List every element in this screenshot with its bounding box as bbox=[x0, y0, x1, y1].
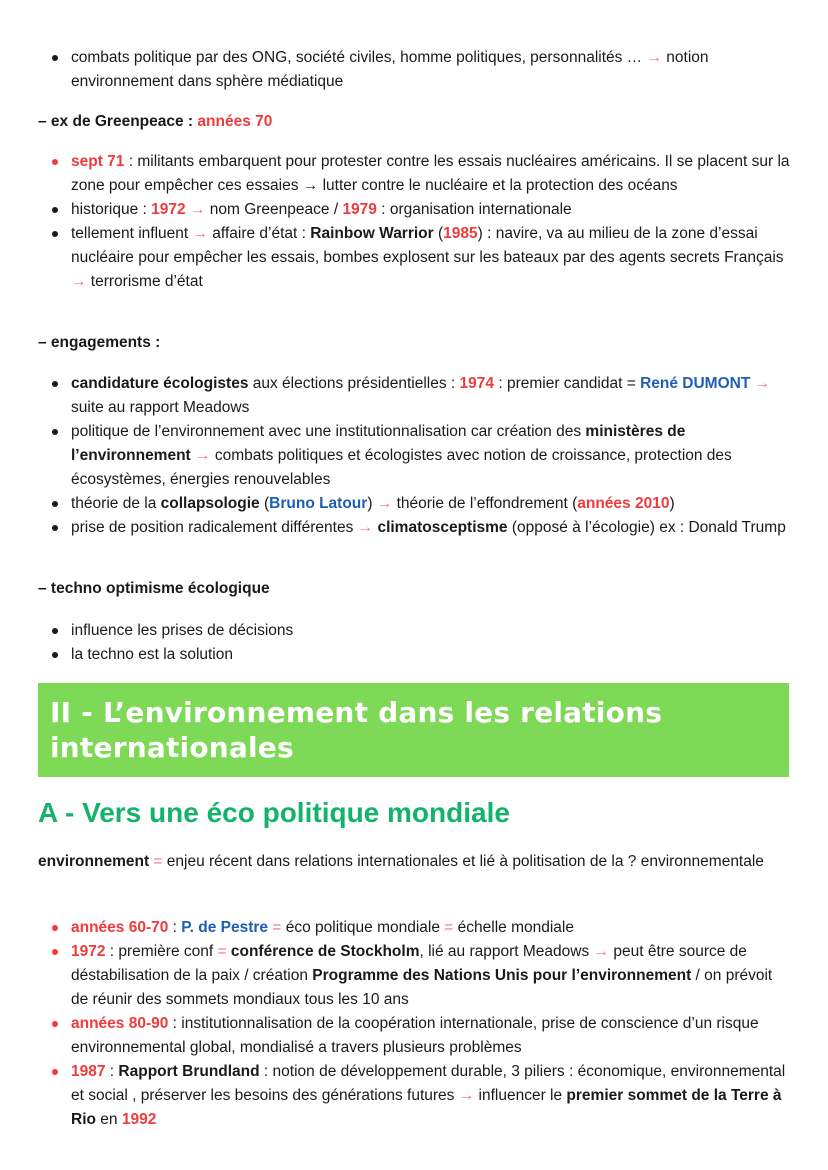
text-run: combats politique par des ONG, société civiles, homme politiques, personnalités … bbox=[71, 49, 647, 66]
text-run: Rainbow Warrior bbox=[310, 225, 434, 242]
techno-heading bbox=[38, 577, 790, 601]
list-item bbox=[38, 1060, 790, 1132]
text-run: années 60-70 bbox=[71, 919, 169, 936]
eco-politique-section bbox=[38, 916, 790, 1132]
text-run: : institutionnalisation de la coopération internationale, prise de conscience d’un risque environnemental global, mondialisé a travers plusieurs problèmes bbox=[71, 1015, 759, 1056]
list-item bbox=[38, 1012, 790, 1060]
bullet-icon bbox=[52, 1021, 58, 1027]
text-run: conférence de Stockholm bbox=[230, 943, 420, 960]
list-item bbox=[38, 198, 790, 222]
greenpeace-section bbox=[38, 150, 790, 294]
definition-text bbox=[38, 850, 790, 874]
list-item bbox=[38, 516, 790, 540]
text-run: années 2010 bbox=[577, 495, 670, 512]
text-run: – techno optimisme écologique bbox=[38, 580, 270, 597]
text-run: candidature écologistes bbox=[71, 375, 249, 392]
arrow-icon: → bbox=[376, 495, 393, 512]
text-run: premier sommet de la Terre à Rio bbox=[71, 1087, 782, 1128]
text-run: – engagements : bbox=[38, 334, 161, 351]
text-run: 1972 bbox=[71, 943, 106, 960]
text-run: prise de position radicalement différentes bbox=[71, 519, 358, 536]
text-run: : premier candidat = bbox=[494, 375, 641, 392]
text-run: P. de Pestre bbox=[181, 919, 269, 936]
arrow-icon: → bbox=[754, 375, 771, 392]
arrow-icon: → bbox=[71, 273, 87, 290]
section-banner bbox=[38, 683, 789, 777]
text-run: (opposé à l’écologie) ex : Donald Trump bbox=[507, 519, 786, 536]
techno-heading-text bbox=[38, 577, 790, 601]
techno-section bbox=[38, 619, 790, 667]
list-item bbox=[38, 46, 790, 94]
text-run: : notion de développement durable, 3 piliers : économique, environnemental et social , préserver les besoins des générations futures bbox=[71, 1063, 786, 1104]
text-run: 1992 bbox=[121, 1111, 157, 1128]
text-run: : militants embarquent pour protester contre les essais nucléaires américains. Il se placent sur la zone pour empêcher ces essaies → lutter contre le nucléaire et la protection des océans bbox=[71, 153, 790, 194]
text-run: ( bbox=[433, 225, 444, 242]
text-run: années 80-90 bbox=[71, 1015, 169, 1032]
definition-section bbox=[38, 850, 790, 874]
bullet-icon bbox=[52, 381, 58, 387]
bullet-icon bbox=[52, 525, 58, 531]
text-run: 1972 bbox=[151, 201, 186, 218]
text-run: années 70 bbox=[197, 113, 273, 130]
techno-list bbox=[38, 619, 790, 667]
text-run: terrorisme d’état bbox=[86, 273, 203, 290]
eco-politique-list bbox=[38, 916, 790, 1132]
bullet-icon bbox=[52, 949, 58, 955]
arrow-icon: → bbox=[189, 201, 206, 218]
text-run: politique de l’environnement avec une institutionnalisation car création des bbox=[71, 423, 586, 440]
text-run: 1987 bbox=[71, 1063, 106, 1080]
bullet-icon bbox=[52, 429, 58, 435]
text-run: ministères de l’environnement bbox=[71, 423, 686, 464]
text-run: 1974 bbox=[459, 375, 495, 392]
list-item bbox=[38, 150, 790, 198]
bullet-icon bbox=[52, 628, 58, 634]
text-run: combats politiques et écologistes avec notion de croissance, protection des écosystèmes, énergies renouvelables bbox=[71, 447, 732, 488]
text-run: Rapport Brundland bbox=[118, 1063, 260, 1080]
text-run: : organisation internationale bbox=[376, 201, 572, 218]
text-run: / on prévoit de réunir des sommets mondiaux tous les 10 ans bbox=[71, 967, 773, 1008]
text-run: influence les prises de décisions bbox=[71, 622, 294, 639]
text-run: ( bbox=[259, 495, 270, 512]
engagements-list bbox=[38, 372, 790, 540]
arrow-icon: → bbox=[458, 1087, 475, 1104]
engagements-section bbox=[38, 372, 790, 540]
greenpeace-list bbox=[38, 150, 790, 294]
text-run: la techno est la solution bbox=[71, 646, 233, 663]
text-run: ) bbox=[367, 495, 377, 512]
text-run: : bbox=[168, 919, 182, 936]
arrow-icon: → bbox=[593, 943, 610, 960]
text-run: théorie de la bbox=[71, 495, 161, 512]
text-run: affaire d’état : bbox=[208, 225, 311, 242]
list-item bbox=[38, 916, 790, 940]
bullet-icon bbox=[52, 207, 58, 213]
text-run: : première conf bbox=[105, 943, 218, 960]
text-run: 1979 bbox=[342, 201, 377, 218]
greenpeace-heading bbox=[38, 110, 790, 134]
intro-list bbox=[38, 46, 790, 94]
equals-sign: = bbox=[217, 943, 227, 960]
arrow-icon: → bbox=[646, 49, 662, 66]
text-run: tellement influent bbox=[71, 225, 193, 242]
text-run: historique : bbox=[71, 201, 152, 218]
text-run: en bbox=[95, 1111, 122, 1128]
text-run: sept 71 bbox=[71, 153, 125, 170]
text-run: Programme des Nations Unis pour l’environnement bbox=[312, 967, 692, 984]
arrow-icon: → bbox=[357, 519, 374, 536]
text-run: environnement bbox=[38, 853, 150, 870]
section-title: II - L’environnement dans les relations internationales bbox=[50, 696, 663, 764]
text-run: nom Greenpeace / bbox=[205, 201, 343, 218]
intro-section bbox=[38, 46, 790, 94]
arrow-icon: → bbox=[195, 447, 211, 464]
bullet-icon bbox=[52, 159, 58, 165]
list-item bbox=[38, 643, 790, 667]
text-run: climatosceptisme bbox=[377, 519, 508, 536]
text-run: : bbox=[105, 1063, 119, 1080]
bullet-icon bbox=[52, 1069, 58, 1075]
text-run: collapsologie bbox=[160, 495, 260, 512]
list-item bbox=[38, 492, 790, 516]
text-run: aux élections présidentielles : bbox=[248, 375, 460, 392]
equals-sign: = bbox=[444, 919, 454, 936]
list-item bbox=[38, 372, 790, 420]
list-item bbox=[38, 222, 790, 294]
bullet-icon bbox=[52, 925, 58, 931]
engagements-heading-text bbox=[38, 331, 790, 355]
text-run: ) : navire, va au milieu de la zone d’essai nucléaire pour empêcher les essais, bombes explosent sur les bateaux par des agents secrets Français bbox=[71, 225, 784, 266]
text-run: théorie de l’effondrement ( bbox=[392, 495, 578, 512]
bullet-icon bbox=[52, 55, 58, 61]
text-run: influencer le bbox=[474, 1087, 567, 1104]
text-run: suite au rapport Meadows bbox=[71, 399, 250, 416]
text-run: Bruno Latour bbox=[269, 495, 368, 512]
list-item bbox=[38, 940, 790, 1012]
text-run: ) bbox=[669, 495, 675, 512]
bullet-icon bbox=[52, 231, 58, 237]
equals-sign: = bbox=[153, 853, 163, 870]
arrow-icon: → bbox=[192, 225, 208, 242]
subsection-title: A - Vers une éco politique mondiale bbox=[38, 797, 510, 828]
engagements-heading bbox=[38, 331, 790, 355]
equals-sign: = bbox=[272, 919, 282, 936]
text-run: éco politique mondiale bbox=[281, 919, 445, 936]
text-run: notion environnement dans sphère médiatique bbox=[71, 49, 709, 90]
bullet-icon bbox=[52, 652, 58, 658]
text-run: enjeu récent dans relations internationales et lié à politisation de la ? environnementale bbox=[162, 853, 764, 870]
text-run: René DUMONT bbox=[640, 375, 751, 392]
text-run: , lié au rapport Meadows bbox=[419, 943, 594, 960]
list-item bbox=[38, 420, 790, 492]
list-item bbox=[38, 619, 790, 643]
text-run: échelle mondiale bbox=[453, 919, 574, 936]
text-run: 1985 bbox=[443, 225, 478, 242]
text-run: peut être source de déstabilisation de la paix / création bbox=[71, 943, 747, 984]
bullet-icon bbox=[52, 501, 58, 507]
greenpeace-heading-text bbox=[38, 110, 790, 134]
text-run: – ex de Greenpeace : bbox=[38, 113, 198, 130]
